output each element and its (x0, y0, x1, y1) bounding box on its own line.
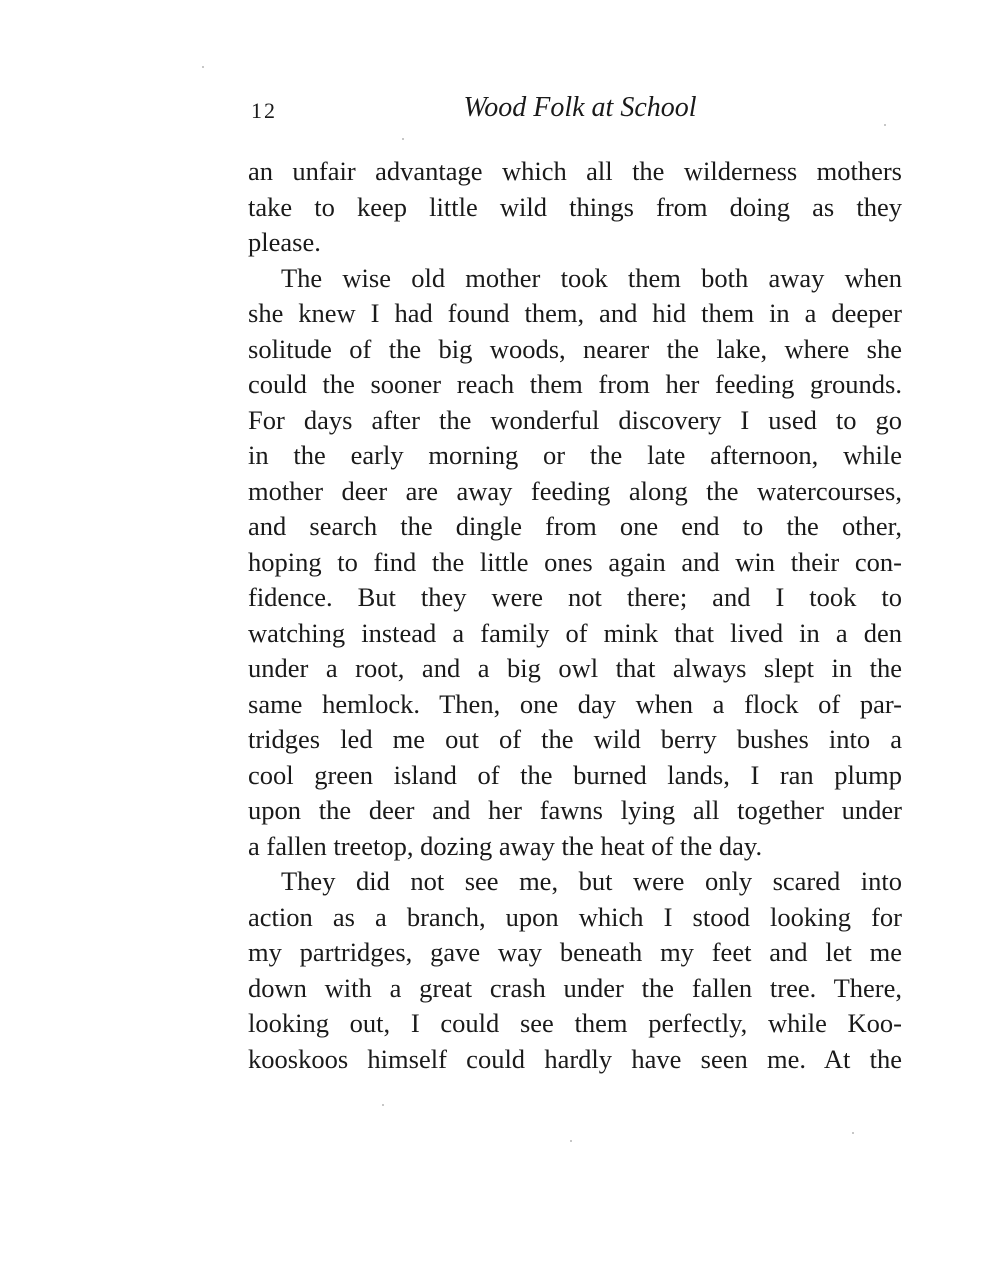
text-line: could the sooner reach them from her feeding grounds. (248, 369, 902, 399)
text-line: my partridges, gave way beneath my feet and let me (248, 937, 902, 967)
paper-speck (852, 1132, 854, 1134)
text-line: tridges led me out of the wild berry bushes into a (248, 724, 902, 754)
text-line: solitude of the big woods, nearer the lake, where she (248, 333, 902, 364)
text-line: a fallen treetop, dozing away the heat of the day. (248, 830, 763, 861)
paper-speck (570, 1140, 572, 1142)
page-number: 12 (251, 98, 277, 123)
text-line: same hemlock. Then, one day when a flock of par- (248, 688, 902, 719)
text-line: watching instead a family of mink that lived in a den (248, 617, 902, 648)
text-line: action as a branch, upon which I stood looking for (248, 901, 902, 932)
text-line: and search the dingle from one end to the other, (248, 511, 902, 541)
text-line: mother deer are away feeding along the watercourses, (248, 475, 902, 506)
paper-speck (402, 138, 404, 140)
text-line: please. (248, 227, 321, 257)
text-line: under a root, and a big owl that always slept in the (248, 653, 902, 683)
text-line: an unfair advantage which all the wilderness mothers (248, 156, 902, 186)
text-line: The wise old mother took them both away when (281, 262, 902, 293)
paper-speck (202, 66, 204, 68)
text-line: in the early morning or the late afternoon, while (248, 440, 902, 470)
text-line: They did not see me, but were only scared into (281, 866, 902, 896)
text-line: she knew I had found them, and hid them in a deeper (248, 298, 902, 328)
text-line: hoping to find the little ones again and win their con- (248, 546, 902, 577)
text-line: kooskoos himself could hardly have seen me. At the (248, 1043, 902, 1074)
text-line: cool green island of the burned lands, I ran plump (248, 759, 902, 790)
text-line: looking out, I could see them perfectly, while Koo- (248, 1008, 902, 1038)
text-line: For days after the wonderful discovery I used to go (248, 404, 902, 435)
text-line: take to keep little wild things from doing as they (248, 191, 902, 222)
running-title: Wood Folk at School (463, 92, 697, 123)
body-text (248, 154, 902, 1077)
running-head (248, 92, 902, 132)
text-line: down with a great crash under the fallen tree. There, (248, 972, 902, 1003)
paper-speck (382, 1104, 384, 1106)
text-line: upon the deer and her fawns lying all together under (248, 795, 902, 825)
text-line: fidence. But they were not there; and I took to (248, 582, 902, 612)
paper-speck (884, 124, 886, 126)
